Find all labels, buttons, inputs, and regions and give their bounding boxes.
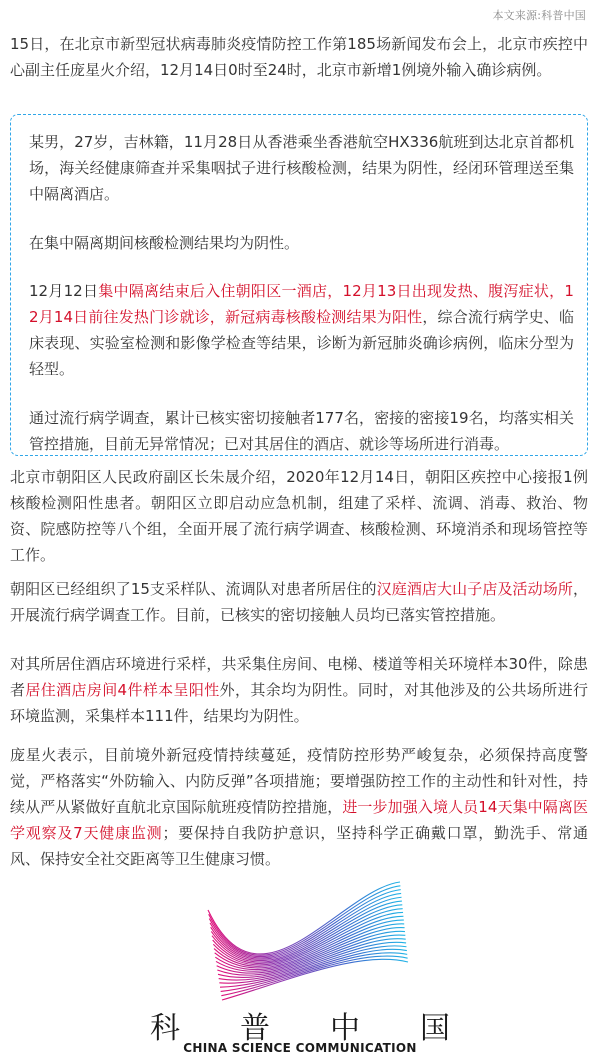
case-paragraph-3 <box>29 278 574 382</box>
samples-highlight-text: 居住酒店房间4件样本呈阳性 <box>25 681 220 699</box>
logo-char-2: 普 <box>240 1011 270 1046</box>
samples-text-a: 对其所居住酒店环境进行采样，共采集住房间、电梯、楼道等相关环境样本30件，除患者 <box>10 655 588 699</box>
pang-highlight-text: 进一步加强入境人员14天集中隔离医学观察及7天健康监测 <box>10 798 588 842</box>
case-paragraph-1: 某男，27岁，吉林籍，11月28日从香港乘坐香港航空HX336航班到达北京首都机场，海关经健康筛查并采集咽拭子进行核酸检测，结果为阴性，经闭环管理送至集中隔离酒店。 <box>29 133 574 203</box>
logo-char-3: 中 <box>330 1011 360 1046</box>
logo-char-4: 国 <box>420 1011 450 1046</box>
pang-text-b: ；要保持自我防护意识，坚持科学正确戴口罩，勤洗手、常通风、保持安全社交距离等卫生健康习惯。 <box>10 824 588 868</box>
case-details-box <box>10 114 588 456</box>
case-diagnosis-text: ，综合流行病学史、临床表现、实验室检测和影像学检查等结果，诊断为新冠肺炎确诊病例，临床分型为轻型。 <box>29 308 574 378</box>
teams-paragraph <box>10 576 588 628</box>
teams-text-b: ，开展流行病学调查工作。目前，已核实的密切接触人员均已落实管控措施。 <box>10 580 588 624</box>
case-paragraph-2: 在集中隔离期间核酸检测结果均为阴性。 <box>29 234 300 252</box>
pang-text-a: 庞星火表示，目前境外新冠疫情持续蔓延，疫情防控形势严峻复杂，必须保持高度警觉，严格落实“外防输入、内防反弹”各项措施；要增强防控工作的主动性和针对性，持续从严从紧做好直航北京国际航班疫情防控措施， <box>10 746 588 816</box>
samples-text-b: 外，其余均为阴性。同时，对其他涉及的公共场所进行环境监测，采集样本111件，结果均为阴性。 <box>10 681 588 725</box>
logo-ribbon-line <box>208 882 400 954</box>
case-highlight-text: 集中隔离结束后入住朝阳区一酒店，12月13日出现发热、腹泻症状，12月14日前往发热门诊就诊，新冠病毒核酸检测结果为阳性 <box>29 282 574 326</box>
case-date-text: 12月12日 <box>29 282 99 300</box>
pang-paragraph <box>10 742 588 872</box>
samples-paragraph <box>10 651 588 729</box>
case-paragraph-4: 通过流行病学调查，累计已核实密切接触者177名，密接的密接19名，均落实相关管控措施，目前无异常情况；已对其居住的酒店、就诊等场所进行消毒。 <box>29 409 574 453</box>
logo-char-1: 科 <box>150 1011 180 1046</box>
source-note: 本文来源:科普中国 <box>492 9 586 22</box>
chaoyang-paragraph: 北京市朝阳区人民政府副区长朱晟介绍，2020年12月14日，朝阳区疾控中心接报1例核酸检测阳性患者。朝阳区立即启动应急机制，组建了采样、流调、消毒、救治、物资、院感防控等八个组，全面开展了流行病学调查、核酸检测、环境消杀和现场管控等工作。 <box>10 468 588 564</box>
teams-highlight-text: 汉庭酒店大山子店及活动场所 <box>376 580 573 598</box>
teams-text-a: 朝阳区已经组织了15支采样队、流调队对患者所居住的 <box>10 580 377 598</box>
intro-paragraph: 15日，在北京市新型冠状病毒肺炎疫情防控工作第185场新闻发布会上，北京市疾控中心副主任庞星火介绍，12月14日0时至24时，北京市新增1例境外输入确诊病例。 <box>10 35 588 79</box>
logo-english-text: CHINA SCIENCE COMMUNICATION <box>183 1041 417 1055</box>
